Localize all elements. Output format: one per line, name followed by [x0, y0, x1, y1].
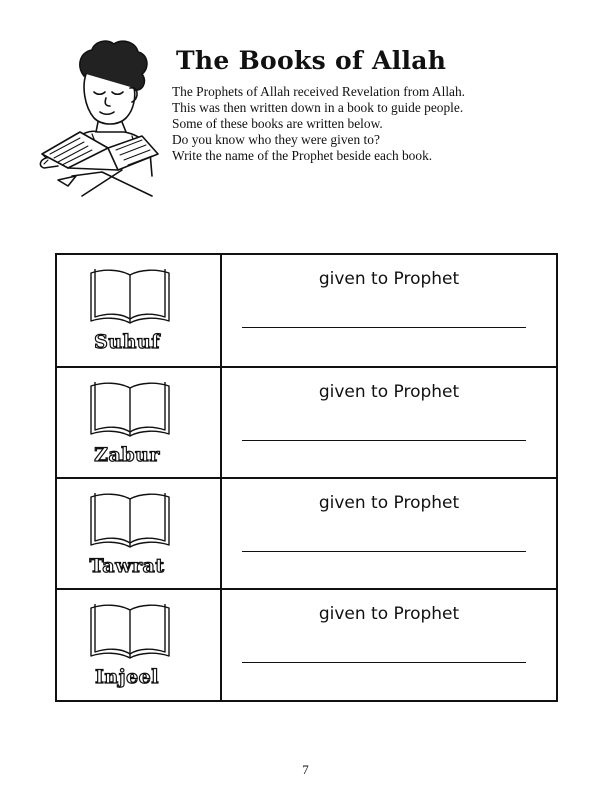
given-to-label: given to Prophet [318, 382, 460, 402]
table-row [57, 590, 556, 700]
prophet-cell [222, 590, 556, 700]
page-number: 7 [302, 762, 309, 777]
prophet-cell [222, 255, 556, 366]
book-name: Suhuf [94, 331, 160, 353]
page-title: The Books of Allah [176, 46, 447, 75]
table-row [57, 368, 556, 479]
boy-reading-book-illustration [32, 36, 168, 202]
book-cell [57, 479, 222, 588]
prophet-cell [222, 479, 556, 588]
intro-line: Some of these books are written below. [172, 116, 383, 131]
books-table [55, 253, 558, 702]
intro-text [172, 84, 592, 164]
book-name: Tawrat [89, 555, 165, 577]
open-book-icon [89, 378, 171, 440]
open-book-icon [89, 600, 171, 662]
intro-line: Do you know who they were given to? [172, 132, 380, 147]
intro-line: The Prophets of Allah received Revelation from Allah. [172, 84, 466, 99]
intro-line: This was then written down in a book to guide people. [172, 100, 464, 115]
answer-line[interactable] [242, 327, 526, 328]
open-book-icon [89, 265, 171, 327]
answer-line[interactable] [242, 440, 526, 441]
book-name: Injeel [95, 666, 159, 688]
given-to-label: given to Prophet [318, 493, 460, 513]
intro-line: Write the name of the Prophet beside each book. [172, 148, 433, 163]
open-book-icon [89, 489, 171, 551]
book-cell [57, 255, 222, 366]
prophet-cell [222, 368, 556, 477]
table-row [57, 479, 556, 590]
given-to-label: given to Prophet [318, 604, 460, 624]
table-row [57, 255, 556, 368]
answer-line[interactable] [242, 662, 526, 663]
given-to-label: given to Prophet [318, 269, 460, 289]
book-cell [57, 590, 222, 700]
book-name: Zabur [94, 444, 160, 466]
book-cell [57, 368, 222, 477]
answer-line[interactable] [242, 551, 526, 552]
